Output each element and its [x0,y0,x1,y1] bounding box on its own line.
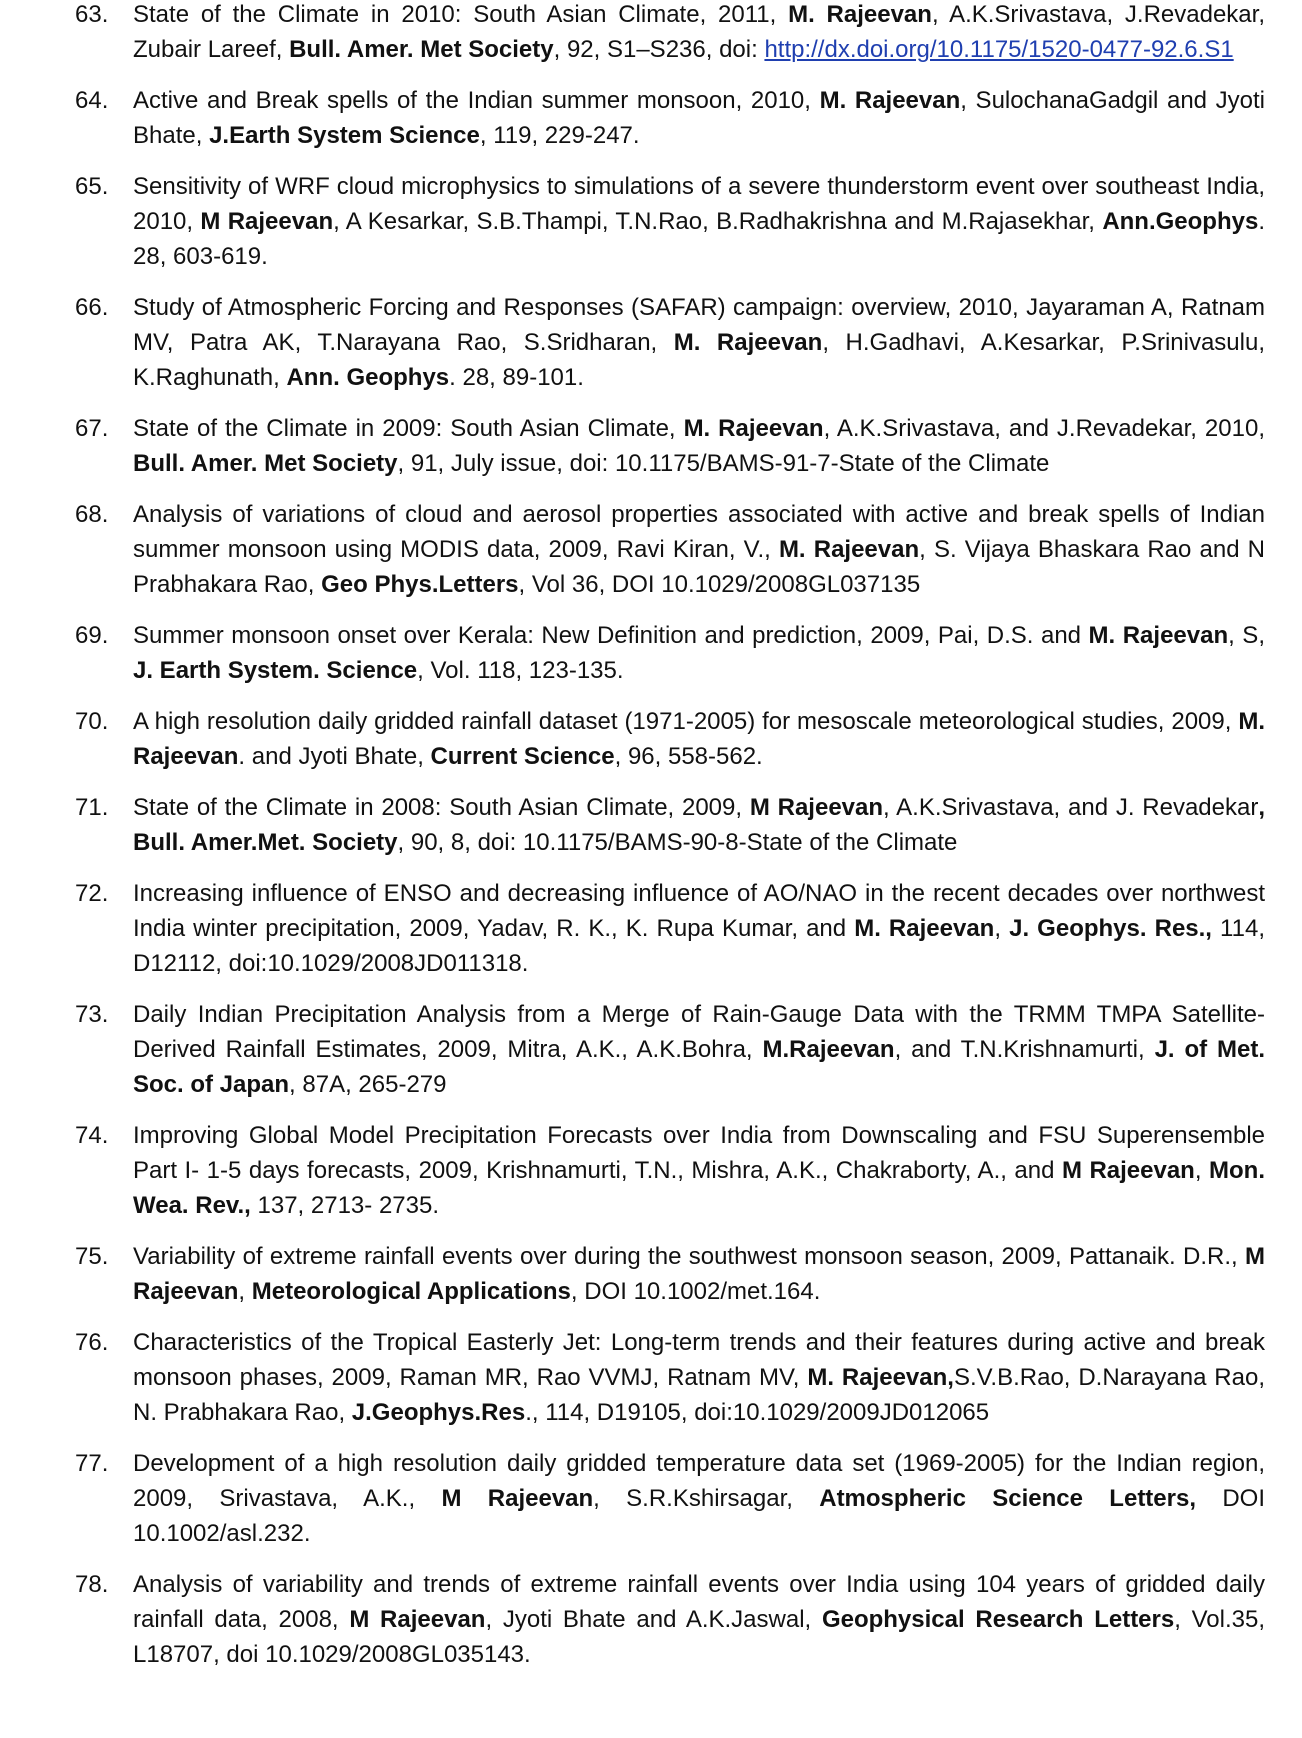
reference-item [75,1446,1265,1551]
text-segment: , A.K.Srivastava, and J. Revadekar [883,794,1259,821]
reference-text [133,622,1265,684]
bold-segment: J.Geophys.Res [351,1399,526,1426]
text-segment: 114, D12112, doi:10.1029/2008JD011318. [133,915,1265,977]
reference-item [75,618,1265,688]
reference-text [133,708,1265,770]
bold-segment: Current Science [430,743,615,770]
text-segment: Analysis of variability and trends of extreme rainfall events over India using 104 years of gridded daily rainfall data, 2008, [133,1571,1265,1633]
text-segment: , A.K.Srivastava, and J.Revadekar, 2010, [823,415,1265,442]
reference-number: 67. [75,415,109,442]
bold-segment: M Rajeevan [200,208,334,235]
text-segment: Study of Atmospheric Forcing and Responses (SAFAR) campaign: overview, 2010, Jayaraman A, Ratnam MV, Patra AK, T.Narayana Rao, S.Sridharan, [133,294,1265,356]
reference-number: 78. [75,1571,109,1598]
text-segment: A high resolution daily gridded rainfall dataset (1971-2005) for mesoscale meteorological studies, 2009, [133,708,1239,735]
bold-segment: Geo Phys.Letters [321,571,519,598]
bold-segment: Ann. Geophys [286,364,450,391]
reference-text [133,415,1265,477]
text-segment: , [994,915,1010,942]
text-segment: , Vol.35, L18707, doi 10.1029/2008GL035143. [133,1606,1266,1668]
bold-segment: M Rajeevan [1061,1157,1195,1184]
reference-number: 70. [75,708,109,735]
bold-segment: J. Earth System. Science [133,657,418,684]
text-segment: , H.Gadhavi, A.Kesarkar, P.Srinivasulu, K.Raghunath, [133,329,1265,391]
text-segment: , DOI 10.1002/met.164. [570,1278,821,1305]
reference-item [75,169,1265,274]
text-segment: , Vol 36, DOI 10.1029/2008GL037135 [518,571,921,598]
text-segment: , S. Vijaya Bhaskara Rao and N Prabhakara Rao, [133,536,1266,598]
bold-segment: M. Rajeevan [673,329,823,356]
reference-text [133,1122,1265,1219]
bold-segment: M. Rajeevan [788,1,932,28]
bold-segment: M Rajeevan [749,794,884,821]
reference-item [75,83,1265,153]
reference-number: 69. [75,622,109,649]
text-segment: Improving Global Model Precipitation Forecasts over India from Downscaling and FSU Superensemble Part I- 1-5 days forecasts, 2009, Krishnamurti, T.N., Mishra, A.K., Chakraborty, A., and [133,1122,1265,1184]
bold-segment: M Rajeevan [441,1485,594,1512]
text-segment: State of the Climate in 2009: South Asian Climate, [133,415,684,442]
bold-segment: Meteorological Applications [251,1278,571,1305]
reference-number: 76. [75,1329,109,1356]
reference-item [75,411,1265,481]
bold-segment: Bull. Amer. Met Society [133,450,398,477]
text-segment: , 90, 8, doi: 10.1175/BAMS-90-8-State of the Climate [397,829,958,856]
reference-number: 65. [75,173,109,200]
text-segment: , SulochanaGadgil and Jyoti Bhate, [133,87,1265,149]
text-segment: 137, 2713- 2735. [250,1192,439,1219]
text-segment: Variability of extreme rainfall events over during the southwest monsoon season, 2009, Pattanaik. D.R., [133,1243,1245,1270]
text-segment: Daily Indian Precipitation Analysis from a Merge of Rain-Gauge Data with the TRMM TMPA Satellite-Derived Rainfall Estimates, 2009, Mitra, A.K., A.K.Bohra, [133,1001,1265,1063]
reference-number: 75. [75,1243,109,1270]
reference-item [75,876,1265,981]
bold-segment: M. Rajeevan [1088,622,1229,649]
reference-text [133,294,1265,391]
text-segment: , 87A, 265-279 [289,1071,447,1098]
reference-number: 63. [75,1,109,28]
reference-text [133,173,1265,270]
text-segment: Active and Break spells of the Indian summer monsoon, 2010, [133,87,820,114]
bold-segment: Mon. Wea. Rev., [133,1157,1265,1219]
doi-link[interactable]: http://dx.doi.org/10.1175/1520-0477-92.6.S1 [764,36,1234,63]
reference-number: 68. [75,501,109,528]
reference-number: 71. [75,794,109,821]
text-segment: . and Jyoti Bhate, [238,743,431,770]
reference-item [75,1239,1265,1309]
text-segment: . 28, 603-619. [133,208,1265,270]
reference-number: 72. [75,880,109,907]
reference-text [133,87,1265,149]
text-segment: , S, [1228,622,1265,649]
text-segment: , 92, S1–S236, doi: [553,36,765,63]
text-segment: ., 114, D19105, doi:10.1029/2009JD012065 [525,1399,990,1426]
reference-text [133,1243,1265,1305]
bold-segment: M. Rajeevan [778,536,920,563]
bold-segment: M. Rajeevan [133,708,1265,770]
text-segment: DOI 10.1002/asl.232. [133,1485,1266,1547]
text-segment: , 96, 558-562. [614,743,763,770]
reference-list [75,0,1265,1688]
reference-item [75,0,1265,67]
bold-segment: M. Rajeevan [854,915,995,942]
text-segment: , Vol. 118, 123-135. [417,657,624,684]
bold-segment: M. Rajeevan [819,87,961,114]
reference-text [133,880,1265,977]
reference-item [75,790,1265,860]
reference-item [75,290,1265,395]
reference-text [133,794,1265,856]
text-segment: . 28, 89-101. [449,364,584,391]
reference-text [133,1329,1265,1426]
text-segment: , A Kesarkar, S.B.Thampi, T.N.Rao, B.Radhakrishna and M.Rajasekhar, [333,208,1103,235]
bold-segment: , Bull. Amer.Met. Society [133,794,1266,856]
reference-item [75,1567,1265,1672]
bold-segment: J.Earth System Science [209,122,480,149]
bold-segment: Ann.Geophys [1102,208,1259,235]
reference-item [75,1325,1265,1430]
bold-segment: M. Rajeevan, [807,1364,954,1391]
bold-segment: J. Geophys. Res., [1009,915,1212,942]
text-segment: , S.R.Kshirsagar, [593,1485,820,1512]
reference-item [75,1118,1265,1223]
text-segment: , 91, July issue, doi: 10.1175/BAMS-91-7-State of the Climate [397,450,1050,477]
bold-segment: Geophysical Research Letters [821,1606,1175,1633]
bold-segment: Atmospheric Science Letters, [819,1485,1197,1512]
reference-item [75,497,1265,602]
reference-text [133,1450,1265,1547]
reference-item [75,704,1265,774]
reference-number: 66. [75,294,109,321]
text-segment: , Jyoti Bhate and A.K.Jaswal, [485,1606,822,1633]
reference-text [133,1,1265,63]
reference-number: 77. [75,1450,109,1477]
text-segment: Sensitivity of WRF cloud microphysics to simulations of a severe thunderstorm event over southeast India, 2010, [133,173,1265,235]
text-segment: , 119, 229-247. [479,122,640,149]
reference-text [133,1571,1265,1668]
text-segment: Increasing influence of ENSO and decreasing influence of AO/NAO in the recent decades over northwest India winter precipitation, 2009, Yadav, R. K., K. Rupa Kumar, and [133,880,1265,942]
bold-segment: M Rajeevan [133,1243,1265,1305]
reference-text [133,501,1265,598]
text-segment: Characteristics of the Tropical Easterly Jet: Long-term trends and their features during active and break monsoon phases, 2009, Raman MR, Rao VVMJ, Ratnam MV, [133,1329,1265,1391]
text-segment: , [1194,1157,1210,1184]
bold-segment: M Rajeevan [349,1606,486,1633]
reference-item [75,997,1265,1102]
bold-segment: Bull. Amer. Met Society [289,36,554,63]
text-segment: S.V.B.Rao, D.Narayana Rao, N. Prabhakara Rao, [133,1364,1265,1426]
text-segment: Development of a high resolution daily gridded temperature data set (1969-2005) for the Indian region, 2009, Srivastava, A.K., [133,1450,1265,1512]
reference-text [133,1001,1265,1098]
bold-segment: J. of Met. Soc. of Japan [133,1036,1266,1098]
reference-number: 74. [75,1122,109,1149]
text-segment: , and T.N.Krishnamurti, [894,1036,1155,1063]
text-segment: Summer monsoon onset over Kerala: New Definition and prediction, 2009, Pai, D.S. and [133,622,1089,649]
reference-number: 64. [75,87,109,114]
reference-number: 73. [75,1001,109,1028]
bold-segment: M.Rajeevan [762,1036,895,1063]
bold-segment: M. Rajeevan [683,415,824,442]
text-segment: State of the Climate in 2010: South Asian Climate, 2011, [133,1,789,28]
text-segment: State of the Climate in 2008: South Asian Climate, 2009, [133,794,750,821]
text-segment: , [238,1278,252,1305]
text-segment: , A.K.Srivastava, J.Revadekar, Zubair Lareef, [133,1,1265,63]
text-segment: Analysis of variations of cloud and aerosol properties associated with active and break spells of Indian summer monsoon using MODIS data, 2009, Ravi Kiran, V., [133,501,1265,563]
